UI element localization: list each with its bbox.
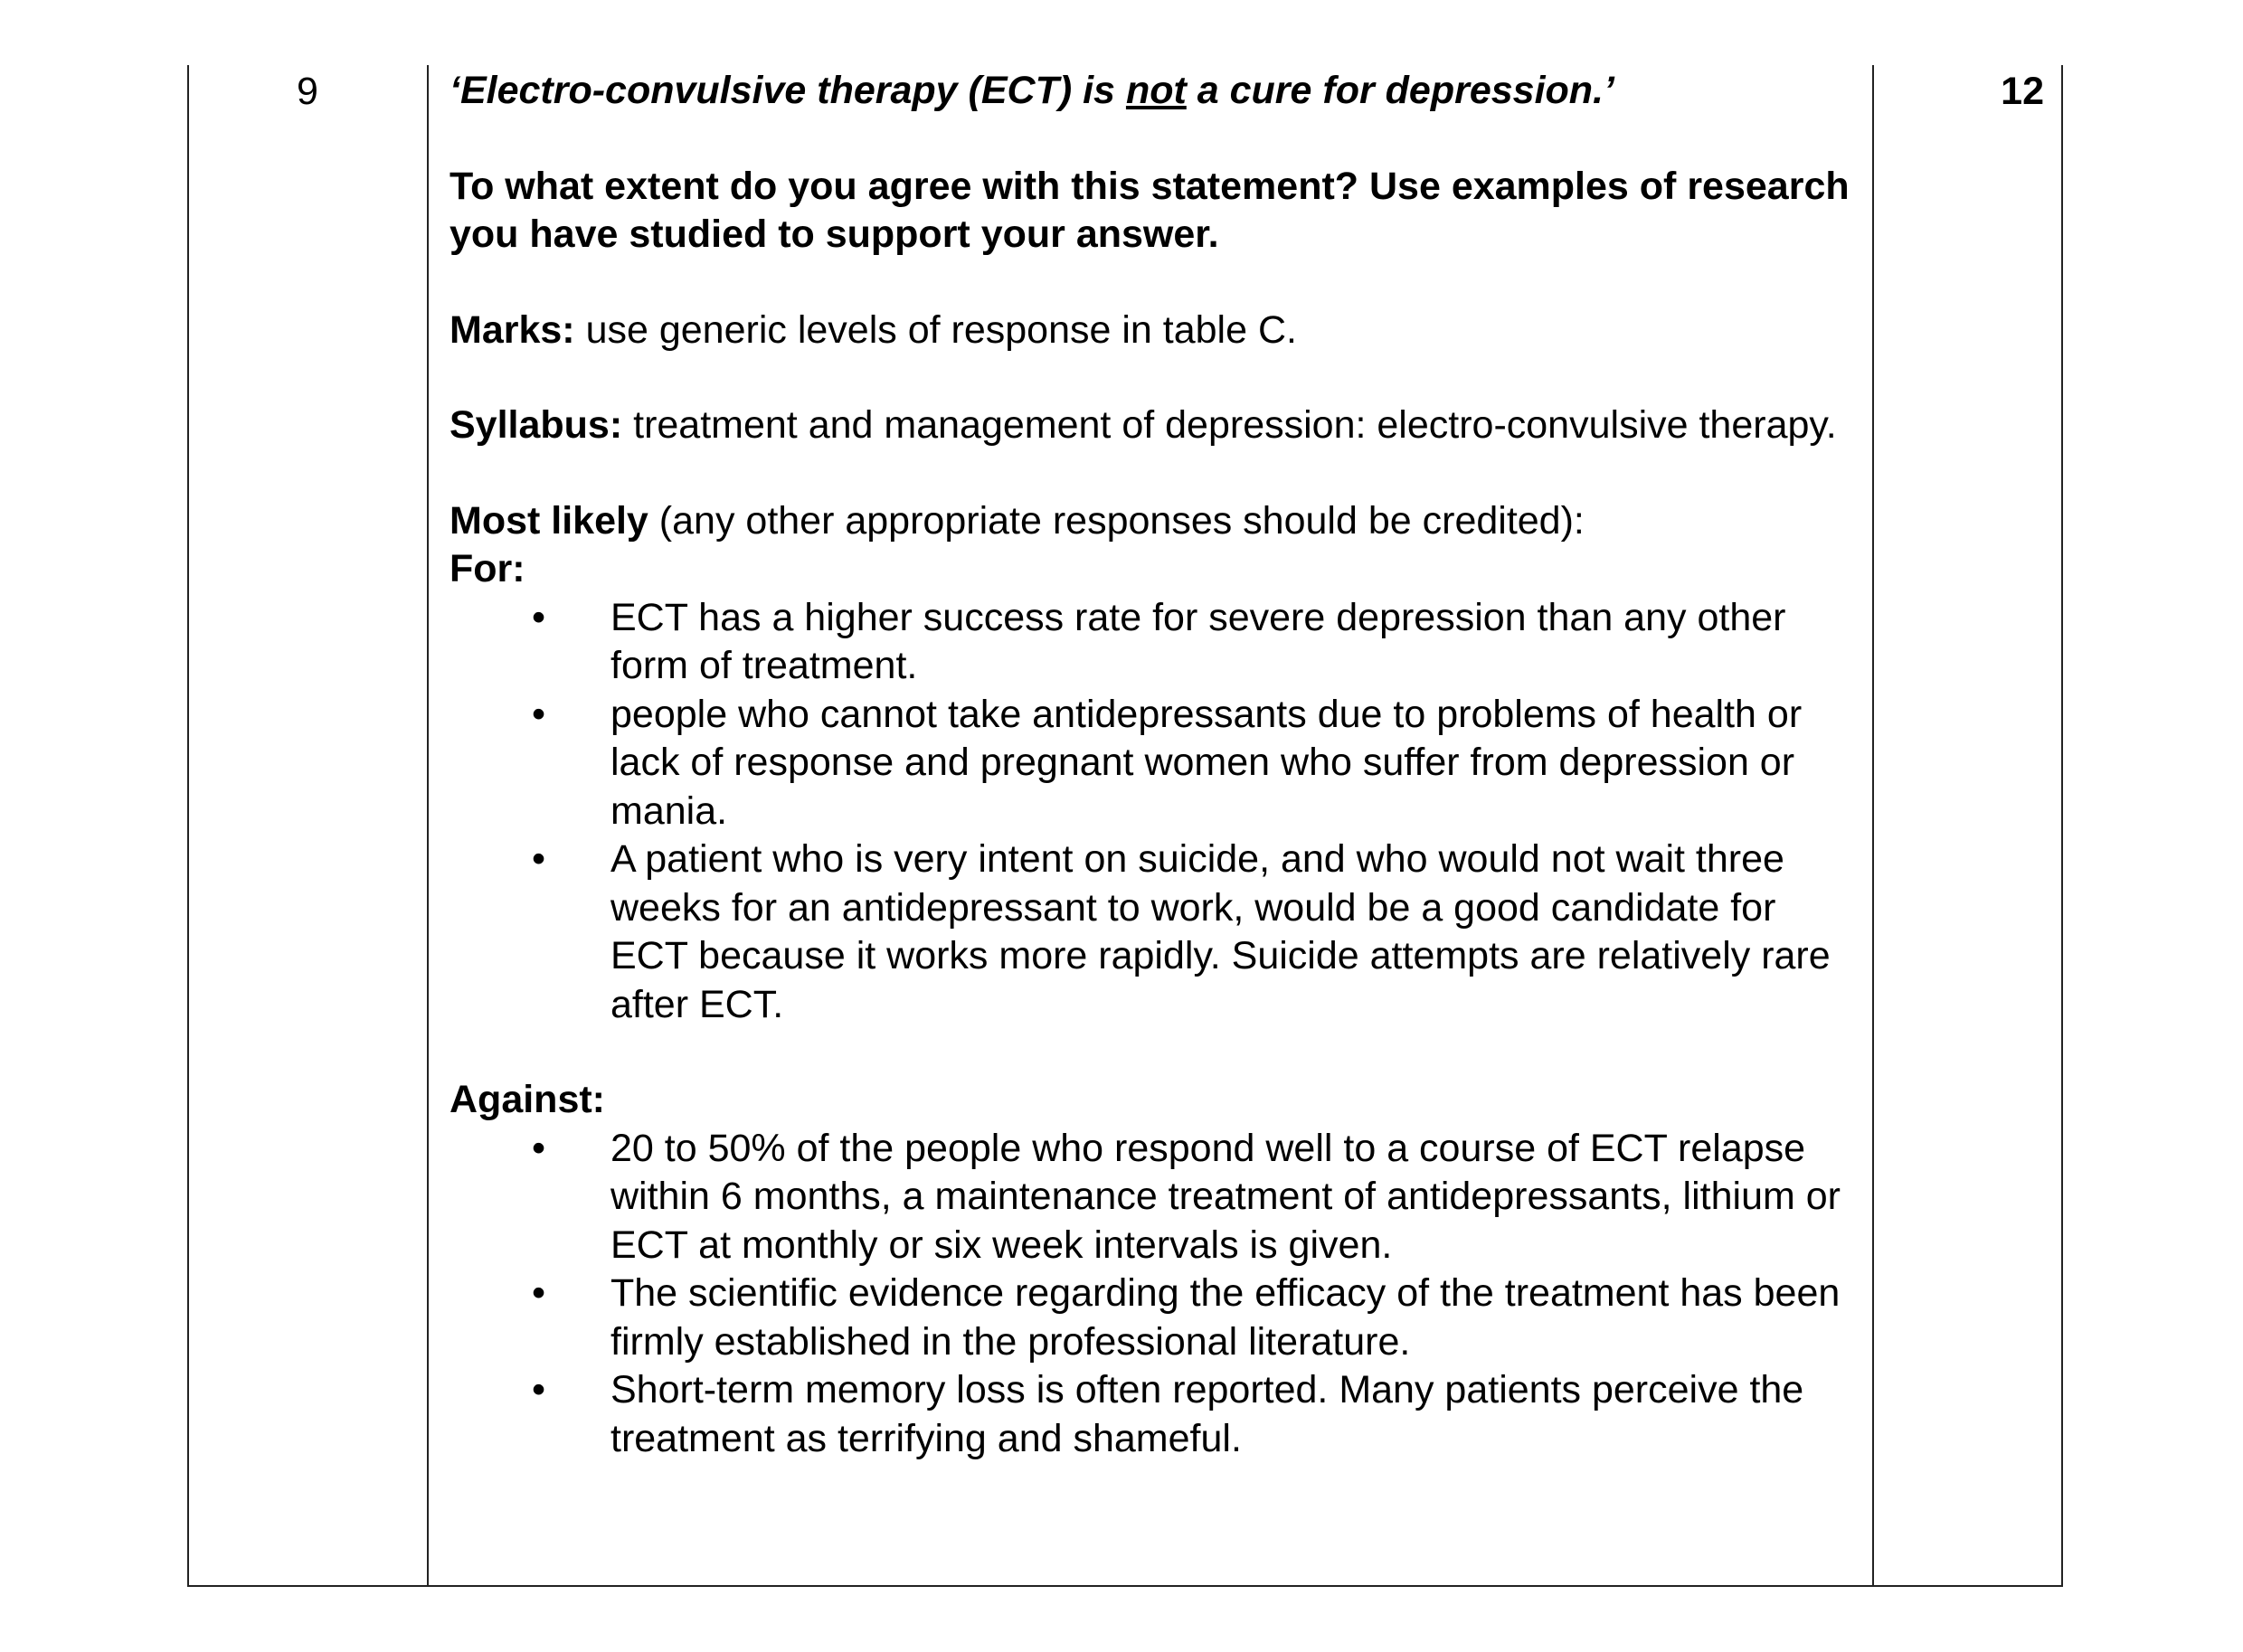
list-item: [450, 1125, 1860, 1270]
syllabus-guidance: [450, 401, 1860, 450]
most-likely-text: (any other appropriate responses should be credited):: [648, 498, 1585, 543]
marks-label: Marks:: [450, 307, 575, 352]
list-item-text: 20 to 50% of the people who respond well to a course of ECT relapse within 6 months, a maintenance treatment of antidepressants, lithium or ECT at monthly or six week intervals is given.: [610, 1126, 1841, 1267]
list-item: [450, 594, 1860, 691]
list-item-text: people who cannot take antidepressants due to problems of health or lack of response and pregnant women who suffer from depression or mania.: [610, 692, 1803, 833]
answer-guidance: [450, 67, 1860, 1463]
bullet-icon: •: [532, 595, 546, 639]
syllabus-text: treatment and management of depression: electro-convulsive therapy.: [622, 403, 1837, 447]
most-likely-guidance: [450, 497, 1860, 546]
list-item: [450, 1366, 1860, 1463]
question-marks: 12: [2001, 70, 2044, 113]
against-list: [450, 1125, 1860, 1464]
list-item-text: Short-term memory loss is often reported. Many patients perceive the treatment as terrifying and shameful.: [610, 1368, 1804, 1460]
marks-guidance: [450, 307, 1860, 355]
bullet-icon: •: [532, 1271, 546, 1315]
list-item: [450, 691, 1860, 836]
bullet-icon: •: [532, 1126, 546, 1170]
statement-underlined-word: not: [1125, 69, 1187, 112]
table-divider-question-column: [427, 65, 429, 1587]
question-instruction: To what extent do you agree with this statement? Use examples of research you have studied to support your answer.: [450, 164, 1850, 256]
list-item: [450, 1270, 1860, 1366]
list-item-text: A patient who is very intent on suicide, and who would not wait three weeks for an antidepressant to work, would be a good candidate for ECT because it works more rapidly. Suicide attempts are relatively rare after ECT.: [610, 837, 1831, 1026]
spacer: [450, 1029, 1860, 1076]
spacer: [450, 260, 1860, 307]
spacer: [450, 116, 1860, 163]
question-statement: [450, 67, 1860, 116]
question-number: 9: [297, 70, 318, 113]
statement-start: ‘Electro-convulsive therapy (ECT) is: [450, 69, 1126, 112]
marks-text: use generic levels of response in table C.: [574, 307, 1297, 352]
list-item-text: The scientific evidence regarding the efficacy of the treatment has been firmly established in the professional literature.: [610, 1271, 1841, 1364]
spacer: [450, 354, 1860, 401]
table-divider-marks-column: [1872, 65, 1874, 1587]
list-item-text: ECT has a higher success rate for severe depression than any other form of treatment.: [610, 595, 1786, 687]
table-border-left: [187, 65, 189, 1587]
for-list: [450, 594, 1860, 1030]
table-border-bottom: [187, 1585, 2063, 1587]
bullet-icon: •: [532, 837, 546, 881]
spacer: [450, 450, 1860, 497]
against-heading: Against:: [450, 1078, 605, 1121]
for-heading: For:: [450, 547, 525, 590]
table-border-right: [2061, 65, 2063, 1587]
bullet-icon: •: [532, 692, 546, 736]
most-likely-label: Most likely: [450, 498, 648, 543]
list-item: [450, 835, 1860, 1029]
statement-end: a cure for depression.’: [1186, 69, 1614, 112]
syllabus-label: Syllabus:: [450, 403, 623, 447]
bullet-icon: •: [532, 1368, 546, 1411]
